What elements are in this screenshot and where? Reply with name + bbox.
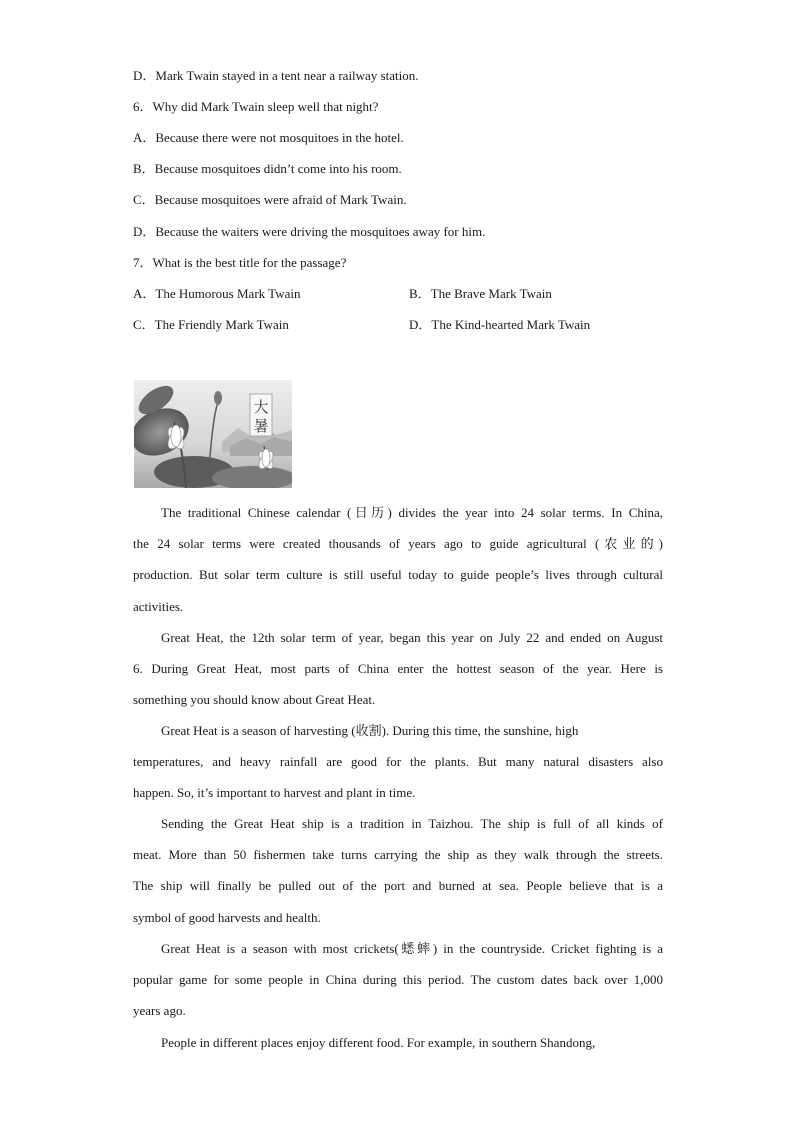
q6-option-c: C．Because mosquitoes were afraid of Mark Twain. xyxy=(133,192,407,207)
p1-line-2: the 24 solar terms were created thousands of years ago to guide agricultural (农业的) xyxy=(133,536,663,552)
passage-paragraph-3 xyxy=(133,715,663,809)
caption-char-1: 大 xyxy=(253,398,269,416)
p3-line-3: happen. So, it’s important to harvest and plant in time. xyxy=(133,785,416,801)
p3-line-2: temperatures, and heavy rainfall are good for the plants. But many natural disasters also xyxy=(133,754,663,770)
passage-paragraph-1 xyxy=(133,497,663,622)
lotus-painting xyxy=(134,380,292,488)
p2-line-1: Great Heat, the 12th solar term of year, began this year on July 22 and ended on August xyxy=(161,630,663,645)
p4-line-2: meat. More than 50 fishermen take turns carrying the ship as they walk through the streets. xyxy=(133,847,663,863)
passage-paragraph-6 xyxy=(133,1027,663,1058)
q7-stem: 7．What is the best title for the passage? xyxy=(133,255,347,270)
p5-line-1: Great Heat is a season with most crickets(蟋蟀) in the countryside. Cricket fighting is a xyxy=(161,941,663,956)
p3-line-1: Great Heat is a season of harvesting (收割). During this time, the sunshine, high xyxy=(161,723,579,738)
passage-paragraph-2 xyxy=(133,622,663,716)
p5-line-3: years ago. xyxy=(133,1003,186,1019)
q6-stem: 6．Why did Mark Twain sleep well that night? xyxy=(133,99,379,114)
p5-line-2: popular game for some people in China during this period. The custom dates back over 1,000 xyxy=(133,972,663,988)
great-heat-illustration xyxy=(134,380,292,488)
q6-option-b: B．Because mosquitoes didn’t come into his room. xyxy=(133,161,402,176)
p4-line-3: The ship will finally be pulled out of the port and burned at sea. People believe that is a xyxy=(133,878,663,894)
p1-line-1: The traditional Chinese calendar (日历) divides the year into 24 solar terms. In China, xyxy=(161,505,663,520)
caption-char-2: 暑 xyxy=(253,417,269,435)
q7-option-a: A．The Humorous Mark Twain xyxy=(133,286,301,301)
q7-option-c: C．The Friendly Mark Twain xyxy=(133,317,289,332)
q7-option-d: D．The Kind-hearted Mark Twain xyxy=(409,317,591,332)
q6-option-d: D．Because the waiters were driving the mosquitoes away for him. xyxy=(133,224,486,239)
p4-line-4: symbol of good harvests and health. xyxy=(133,909,321,925)
p1-line-3: production. But solar term culture is still useful today to guide people’s lives through cultural xyxy=(133,567,663,583)
p2-line-2: 6. During Great Heat, most parts of China enter the hottest season of the year. Here is xyxy=(133,661,663,677)
q5-option-d: D．Mark Twain stayed in a tent near a railway station. xyxy=(133,68,419,83)
passage-paragraph-5 xyxy=(133,933,663,1027)
p4-line-1: Sending the Great Heat ship is a tradition in Taizhou. The ship is full of all kinds of xyxy=(161,816,663,831)
q6-option-a: A．Because there were not mosquitoes in the hotel. xyxy=(133,130,404,145)
q7-option-b: B．The Brave Mark Twain xyxy=(409,286,552,301)
p2-line-3: something you should know about Great Heat. xyxy=(133,692,376,708)
p6-line-1: People in different places enjoy different food. For example, in southern Shandong, xyxy=(161,1035,596,1050)
p1-line-4: activities. xyxy=(133,598,184,614)
passage-paragraph-4 xyxy=(133,808,663,933)
